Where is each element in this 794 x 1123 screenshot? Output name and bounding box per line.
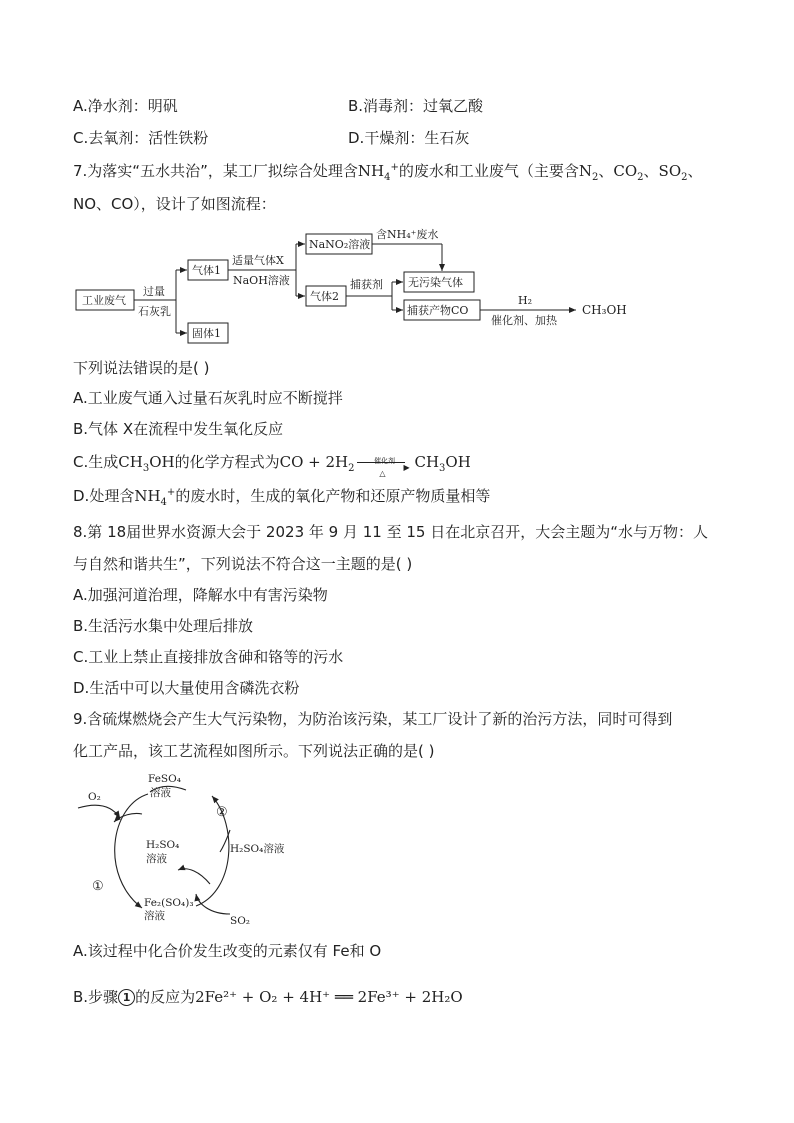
label-h2: H₂ (518, 294, 533, 307)
label-captured-co: 捕获产物CO (407, 304, 469, 317)
label-conditions: 催化剂、加热 (491, 314, 557, 327)
q8-option-a: A.加强河道治理，降解水中有害污染物 (73, 586, 328, 604)
label-h2so4-sol: H₂SO₄溶液 (230, 843, 285, 855)
label-nh4-waste: 含NH₄⁺废水 (376, 228, 439, 241)
label-naoh: NaOH溶液 (233, 274, 290, 287)
q9-option-a: A.该过程中化合价发生改变的元素仅有 Fe和 O (73, 942, 382, 960)
label-clean-gas: 无污染气体 (408, 276, 463, 289)
label-feso4: FeSO₄ (148, 773, 181, 785)
label-step1: ① (92, 879, 104, 894)
q9-stem-line1: 9.含硫煤燃烧会产生大气污染物，为防治该污染，某工厂设计了新的治污方法，同时可得到 (73, 710, 673, 728)
q8-stem-line2: 与自然和谐共生”，下列说法不符合这一主题的是( ) (73, 555, 413, 573)
q7-option-b: B.气体 X在流程中发生氧化反应 (73, 420, 284, 438)
q6-option-a: A.净水剂：明矾 (73, 97, 178, 115)
label-fe2so43: Fe₂(SO₄)₃ (144, 897, 194, 909)
label-feso4-sol: 溶液 (150, 787, 171, 799)
q9-stem-line2: 化工产品，该工艺流程如图所示。下列说法正确的是( ) (73, 742, 435, 760)
q7-stem-line2: NO、CO），设计了如图流程： (73, 195, 276, 213)
label-so2: SO₂ (230, 915, 251, 927)
q7-flow-diagram (70, 222, 650, 350)
step-1-circled-number: 1 (118, 989, 135, 1006)
label-o2: O₂ (88, 791, 101, 803)
label-waste-gas: 工业废气 (82, 294, 126, 307)
label-gas1: 气体1 (192, 264, 221, 277)
label-step2: ② (216, 805, 228, 820)
label-gas2: 气体2 (310, 290, 339, 303)
label-h2so4-inner: H₂SO₄ (146, 839, 180, 851)
catalyst-arrow: 催化剂 ▶ △ (357, 453, 411, 473)
q9-option-b: B.步骤 1 的反应为2Fe²⁺ + O₂ + 4H⁺ ══ 2Fe³⁺ + 2H₂O (73, 988, 463, 1006)
label-catcher: 捕获剂 (350, 278, 383, 291)
q7-question: 下列说法错误的是( ) (73, 359, 210, 377)
q7-stem-line1: 7.为落实“五水共治”，某工厂拟综合处理含$NH_4^+$的废水和工业废气（主要含$N_2$、$CO_2$、$SO_2$、 (73, 162, 703, 183)
label-lime: 石灰乳 (138, 305, 171, 318)
label-ch3oh: CH₃OH (582, 303, 627, 317)
q6-option-c: C.去氧剂：活性铁粉 (73, 129, 209, 147)
label-excess: 过量 (143, 285, 165, 298)
label-fe2so43-sol: 溶液 (144, 910, 165, 922)
q9-cycle-diagram (70, 766, 310, 930)
q6-option-b: B.消毒剂：过氧乙酸 (348, 97, 484, 115)
q8-stem-line1: 8.第 18届世界水资源大会于 2023 年 9 月 11 至 15 日在北京召开，大会主题为“水与万物：人 (73, 523, 708, 541)
label-nano2: NaNO₂溶液 (309, 238, 371, 251)
label-h2so4-inner-sol: 溶液 (146, 853, 167, 865)
q8-option-d: D.生活中可以大量使用含磷洗衣粉 (73, 679, 300, 697)
q7-option-c: C.生成$CH_3OH$的化学方程式为CO + $2H_2$ 催化剂 ▶ △ $CH_3OH$ (73, 453, 471, 478)
label-gas-x: 适量气体X (232, 254, 284, 267)
q7-option-d: D.处理含$NH_4^+$的废水时，生成的氧化产物和还原产物质量相等 (73, 487, 491, 508)
q7-option-a: A.工业废气通入过量石灰乳时应不断搅拌 (73, 389, 343, 407)
q8-option-b: B.生活污水集中处理后排放 (73, 617, 254, 635)
label-solid1: 固体1 (192, 327, 221, 340)
q6-option-d: D.干燥剂：生石灰 (348, 129, 470, 147)
q8-option-c: C.工业上禁止直接排放含砷和铬等的污水 (73, 648, 344, 666)
nh4-formula: $NH_4^+$ (357, 162, 399, 183)
